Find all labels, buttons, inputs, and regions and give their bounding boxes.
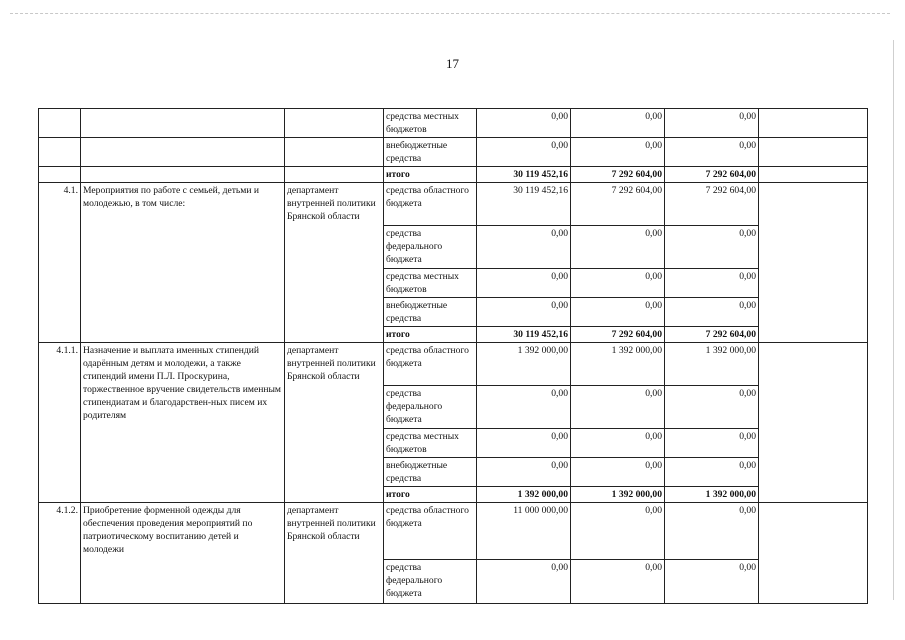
value-cell: 1 392 000,00 [477, 487, 571, 503]
funding-source-cell: внебюджетные средства [384, 298, 477, 327]
item-executor-cell: департамент внутренней политики Брянской области [285, 503, 384, 604]
funding-source-cell: средства местных бюджетов [384, 429, 477, 458]
table-row [39, 183, 868, 226]
item-name-cell: Назначение и выплата именных стипендий одарённым детям и молодежи, а также стипендий имени П.Л. Проскурина, торжественное вручение свидетельств именным стипендиатам и благодарствен-ных писем их родителям [81, 343, 285, 503]
value-cell: 0,00 [665, 298, 759, 327]
value-cell: 0,00 [571, 386, 665, 429]
item-name-cell [81, 167, 285, 183]
funding-source-cell: средства федерального бюджета [384, 226, 477, 269]
value-cell: 0,00 [571, 138, 665, 167]
value-cell: 7 292 604,00 [665, 167, 759, 183]
value-cell: 1 392 000,00 [477, 343, 571, 386]
notes-cell [759, 343, 868, 503]
scan-edge-line [893, 40, 894, 600]
table-row [39, 109, 868, 138]
item-name-cell: Приобретение форменной одежды для обеспечения проведения мероприятий по патриотическому воспитанию детей и молодежи [81, 503, 285, 604]
funding-source-cell: итого [384, 487, 477, 503]
item-executor-cell [285, 167, 384, 183]
value-cell: 0,00 [571, 429, 665, 458]
value-cell: 1 392 000,00 [665, 343, 759, 386]
notes-cell [759, 183, 868, 343]
page-number: 17 [446, 56, 459, 71]
value-cell: 1 392 000,00 [665, 487, 759, 503]
value-cell: 0,00 [665, 560, 759, 604]
value-cell: 0,00 [477, 386, 571, 429]
value-cell: 0,00 [571, 109, 665, 138]
funding-source-cell: средства местных бюджетов [384, 269, 477, 298]
notes-cell [759, 109, 868, 138]
value-cell: 0,00 [665, 109, 759, 138]
value-cell: 0,00 [477, 109, 571, 138]
item-executor-cell [285, 109, 384, 138]
item-code-cell [39, 167, 81, 183]
notes-cell [759, 167, 868, 183]
item-executor-cell: департамент внутренней политики Брянской области [285, 343, 384, 503]
notes-cell [759, 138, 868, 167]
value-cell: 11 000 000,00 [477, 503, 571, 560]
item-code-cell [39, 109, 81, 138]
value-cell: 30 119 452,16 [477, 183, 571, 226]
item-name-cell: Мероприятия по работе с семьей, детьми и молодежью, в том числе: [81, 183, 285, 343]
value-cell: 0,00 [571, 269, 665, 298]
funding-source-cell: средства федерального бюджета [384, 386, 477, 429]
value-cell: 0,00 [571, 560, 665, 604]
funding-source-cell: внебюджетные средства [384, 458, 477, 487]
value-cell: 7 292 604,00 [665, 183, 759, 226]
table-row [39, 343, 868, 386]
table-row [39, 138, 868, 167]
value-cell: 0,00 [665, 269, 759, 298]
funding-source-cell: итого [384, 167, 477, 183]
item-name-cell [81, 109, 285, 138]
funding-source-cell: средства местных бюджетов [384, 109, 477, 138]
item-executor-cell [285, 138, 384, 167]
value-cell: 30 119 452,16 [477, 167, 571, 183]
funding-source-cell: внебюджетные средства [384, 138, 477, 167]
item-code-cell: 4.1.1. [39, 343, 81, 503]
value-cell: 1 392 000,00 [571, 487, 665, 503]
budget-table-body [39, 109, 868, 604]
funding-source-cell: средства областного бюджета [384, 183, 477, 226]
value-cell: 7 292 604,00 [665, 327, 759, 343]
item-code-cell: 4.1. [39, 183, 81, 343]
value-cell: 0,00 [665, 386, 759, 429]
funding-source-cell: средства областного бюджета [384, 503, 477, 560]
value-cell: 0,00 [477, 429, 571, 458]
item-code-cell: 4.1.2. [39, 503, 81, 604]
item-code-cell [39, 138, 81, 167]
funding-source-cell: итого [384, 327, 477, 343]
funding-source-cell: средства федерального бюджета [384, 560, 477, 604]
value-cell: 0,00 [665, 458, 759, 487]
value-cell: 0,00 [477, 269, 571, 298]
value-cell: 0,00 [571, 503, 665, 560]
value-cell: 0,00 [665, 429, 759, 458]
value-cell: 7 292 604,00 [571, 167, 665, 183]
value-cell: 30 119 452,16 [477, 327, 571, 343]
value-cell: 0,00 [571, 226, 665, 269]
value-cell: 0,00 [665, 503, 759, 560]
item-name-cell [81, 138, 285, 167]
value-cell: 0,00 [571, 298, 665, 327]
value-cell: 1 392 000,00 [571, 343, 665, 386]
item-executor-cell: департамент внутренней политики Брянской области [285, 183, 384, 343]
table-row [39, 503, 868, 560]
notes-cell [759, 503, 868, 604]
value-cell: 7 292 604,00 [571, 327, 665, 343]
value-cell: 0,00 [477, 226, 571, 269]
value-cell: 0,00 [665, 226, 759, 269]
value-cell: 0,00 [665, 138, 759, 167]
value-cell: 0,00 [477, 560, 571, 604]
value-cell: 7 292 604,00 [571, 183, 665, 226]
funding-source-cell: средства областного бюджета [384, 343, 477, 386]
table-row-total [39, 167, 868, 183]
value-cell: 0,00 [571, 458, 665, 487]
budget-table [38, 108, 868, 604]
value-cell: 0,00 [477, 298, 571, 327]
scan-artifact-line [10, 13, 890, 14]
value-cell: 0,00 [477, 138, 571, 167]
value-cell: 0,00 [477, 458, 571, 487]
